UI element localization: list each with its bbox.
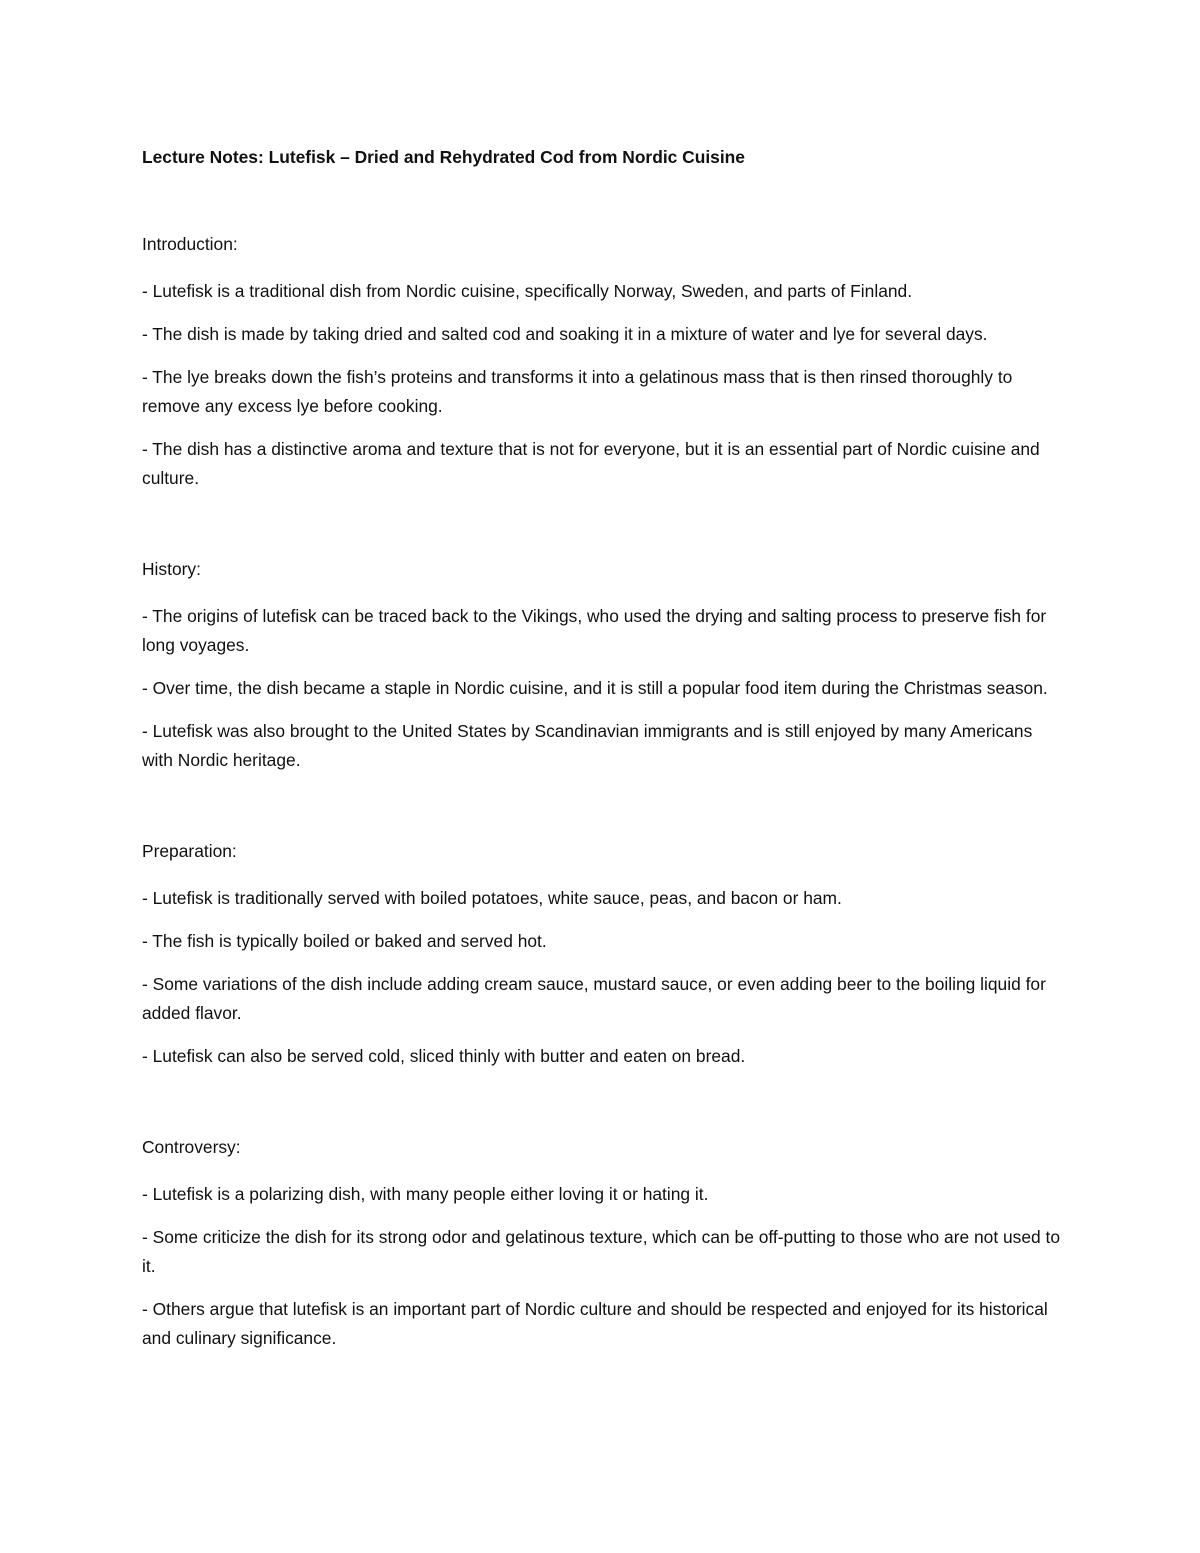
section-heading: Introduction: (142, 234, 238, 254)
bullet-item: - Lutefisk is traditionally served with boiled potatoes, white sauce, peas, and bacon or ham. (142, 888, 842, 908)
section-heading: Preparation: (142, 841, 237, 861)
bullet-item: - The lye breaks down the fish’s proteins and transforms it into a gelatinous mass that is then rinsed thoroughly to remove any excess lye before cooking. (142, 367, 1013, 416)
document-title: Lecture Notes: Lutefisk – Dried and Rehydrated Cod from Nordic Cuisine (142, 147, 745, 167)
section-heading: Controversy: (142, 1137, 241, 1157)
section-history (142, 558, 1067, 775)
section-introduction (142, 233, 1067, 493)
bullet-item: - Some variations of the dish include adding cream sauce, mustard sauce, or even adding beer to the boiling liquid for added flavor. (142, 974, 1046, 1023)
bullet-item: - Lutefisk is a traditional dish from Nordic cuisine, specifically Norway, Sweden, and parts of Finland. (142, 281, 913, 301)
bullet-item: - Over time, the dish became a staple in Nordic cuisine, and it is still a popular food item during the Christmas season. (142, 678, 1048, 698)
bullet-item: - Lutefisk can also be served cold, sliced thinly with butter and eaten on bread. (142, 1046, 746, 1066)
section-spacer (142, 789, 1067, 840)
section-preparation (142, 840, 1067, 1071)
section-controversy (142, 1136, 1067, 1353)
document-body (142, 146, 1067, 1367)
section-spacer (142, 507, 1067, 558)
bullet-item: - Others argue that lutefisk is an important part of Nordic culture and should be respected and enjoyed for its historical and culinary significance. (142, 1299, 1048, 1348)
bullet-item: - The dish has a distinctive aroma and texture that is not for everyone, but it is an essential part of Nordic cuisine and culture. (142, 439, 1040, 488)
bullet-item: - The fish is typically boiled or baked and served hot. (142, 931, 547, 951)
bullet-item: - The origins of lutefisk can be traced back to the Vikings, who used the drying and salting process to preserve fish for long voyages. (142, 606, 1047, 655)
bullet-item: - Lutefisk was also brought to the United States by Scandinavian immigrants and is still enjoyed by many Americans with Nordic heritage. (142, 721, 1033, 770)
section-spacer (142, 1085, 1067, 1136)
bullet-item: - The dish is made by taking dried and salted cod and soaking it in a mixture of water and lye for several days. (142, 324, 988, 344)
section-heading: History: (142, 559, 201, 579)
bullet-item: - Lutefisk is a polarizing dish, with many people either loving it or hating it. (142, 1184, 709, 1204)
bullet-item: - Some criticize the dish for its strong odor and gelatinous texture, which can be off-putting to those who are not used to it. (142, 1227, 1061, 1276)
